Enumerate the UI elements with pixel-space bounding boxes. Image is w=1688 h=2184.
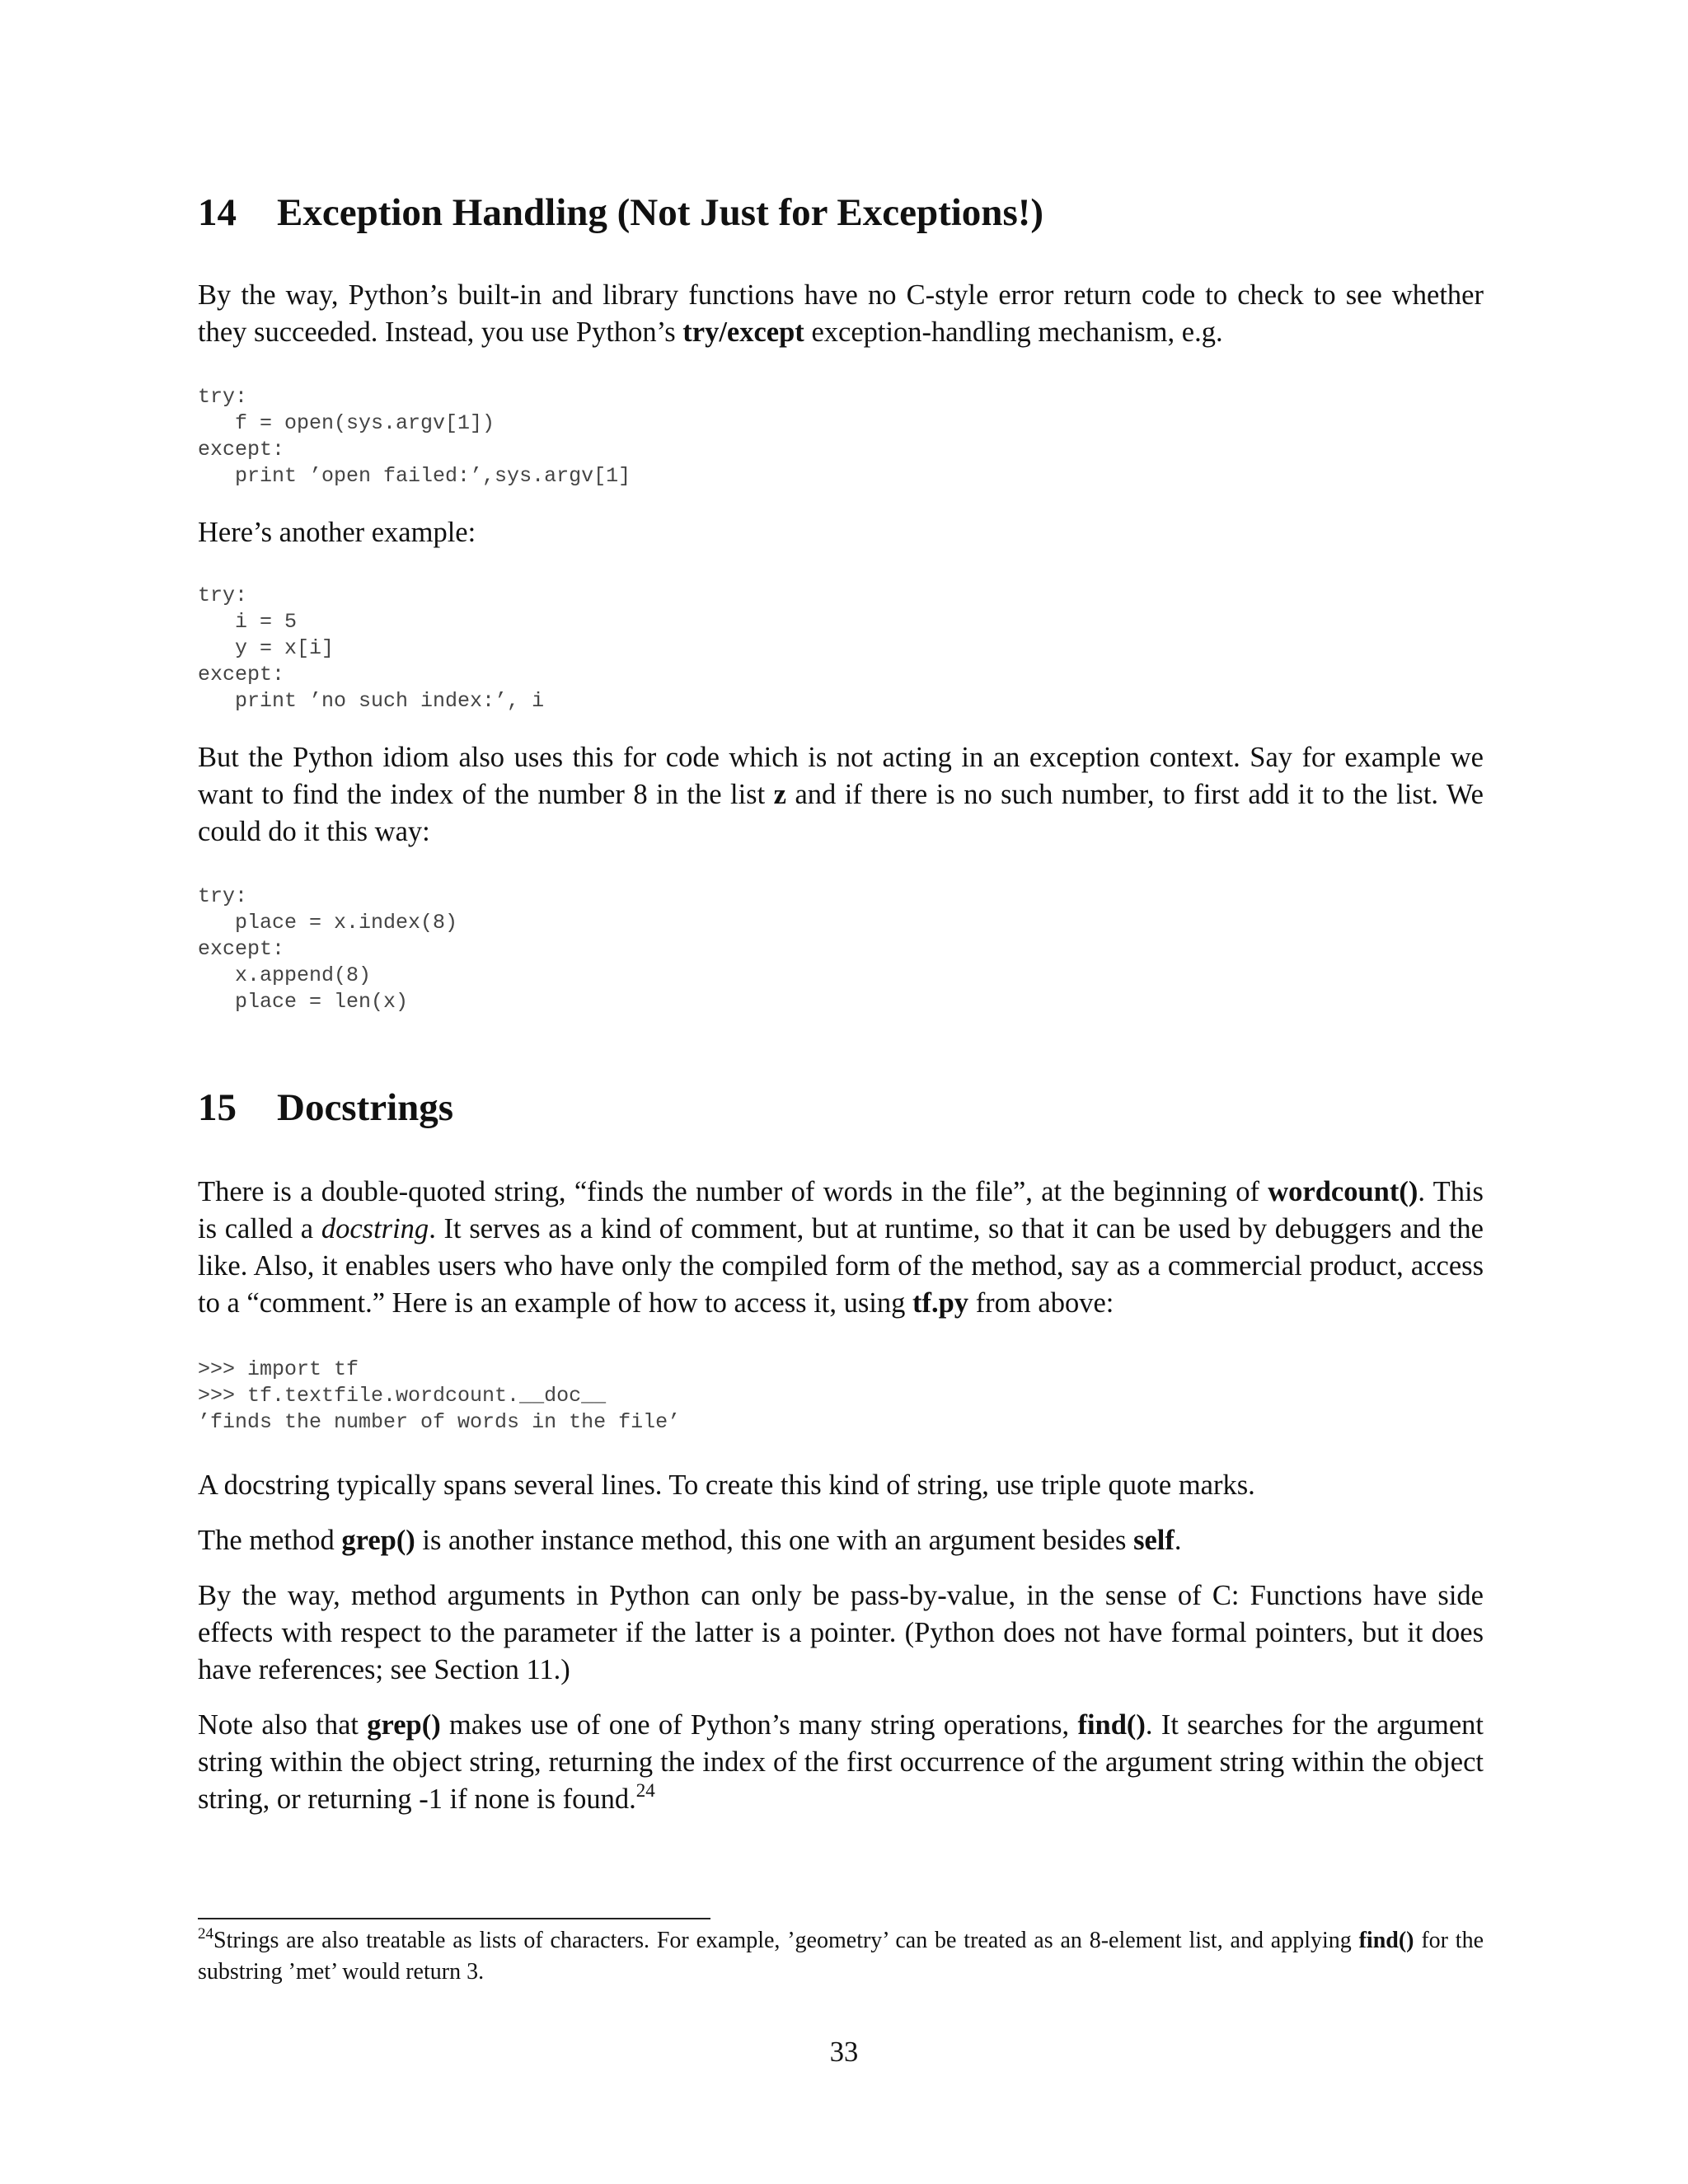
paragraph: Here’s another example: <box>198 517 476 548</box>
text-run: is another instance method, this one with an argument besides <box>415 1525 1134 1556</box>
footnote-marker[interactable]: 24 <box>635 1780 655 1801</box>
page-content <box>198 188 1484 1818</box>
text-run: By the way, Python’s built-in and library functions have no C-style error return code to check to see whether they succeeded. Instead, you use Python’s <box>198 279 1484 348</box>
bold-term: grep() <box>341 1525 415 1556</box>
paragraph <box>198 1522 1484 1559</box>
text-run: . It searches for the argument string within the object string, returning the index of the first occurrence of the argument string within the object string, or returning -1 if none is found. <box>198 1709 1484 1815</box>
bold-term: self <box>1133 1525 1175 1556</box>
section-number: 14 <box>198 191 237 234</box>
text-run: But the Python idiom also uses this for code which is not acting in an exception context. Say for example we want to find the index of the number 8 in the list <box>198 742 1484 810</box>
text-run: The method <box>198 1525 342 1556</box>
page-number: 33 <box>829 2036 859 2068</box>
bold-term: tf.py <box>912 1287 969 1319</box>
code-block: try: f = open(sys.argv[1]) except: print ’open failed:’,sys.argv[1] <box>198 385 631 488</box>
text-run: . It serves as a kind of comment, but at runtime, so that it can be used by debuggers and the like. Also, it enables users who have only the compiled form of the method, say as a commercial product, access to a “comment.” Here is an example of how to access it, using <box>198 1213 1484 1319</box>
text-run: . <box>1174 1525 1182 1556</box>
paragraph: A docstring typically spans several lines. To create this kind of string, use triple quote marks. <box>198 1469 1255 1501</box>
code-block: >>> import tf >>> tf.textfile.wordcount.__doc__ ’finds the number of words in the file’ <box>198 1357 681 1434</box>
section-title: Docstrings <box>277 1086 454 1129</box>
text-run: There is a double-quoted string, “finds the number of words in the file”, at the beginning of <box>198 1176 1268 1207</box>
footnote <box>198 1925 1484 1988</box>
footnote-divider <box>198 1918 710 1919</box>
section-title: Exception Handling (Not Just for Exceptions!) <box>277 191 1044 234</box>
text-run: for the substring ’met’ would return 3. <box>198 1928 1484 1985</box>
section-15-heading <box>198 1083 1484 1132</box>
paragraph: By the way, method arguments in Python can only be pass-by-value, in the sense of C: Functions have side effects with respect to the parameter if the latter is a pointer. (Python does not have formal pointers, but it does have references; see Section 11.) <box>198 1580 1484 1685</box>
paragraph <box>198 277 1484 351</box>
bold-term: z <box>773 779 786 810</box>
bold-term: try/except <box>682 316 804 348</box>
bold-term: grep() <box>367 1709 441 1741</box>
paragraph <box>198 1707 1484 1818</box>
bold-term: find() <box>1358 1928 1414 1953</box>
code-block: try: place = x.index(8) except: x.append(8) place = len(x) <box>198 884 458 1014</box>
section-14-heading <box>198 188 1484 237</box>
footnote-number: 24 <box>198 1925 213 1943</box>
text-run: Strings are also treatable as lists of characters. For example, ’geometry’ can be treated as an 8-element list, and applying <box>213 1928 1359 1953</box>
paragraph <box>198 739 1484 851</box>
text-run: and if there is no such number, to first add it to the list. We could do it this way: <box>198 779 1484 847</box>
text-run: from above: <box>968 1287 1114 1319</box>
bold-term: find() <box>1077 1709 1146 1741</box>
text-run: exception-handling mechanism, e.g. <box>804 316 1223 348</box>
bold-term: wordcount() <box>1268 1176 1418 1207</box>
text-run: makes use of one of Python’s many string operations, <box>440 1709 1078 1741</box>
italic-term: docstring <box>321 1213 429 1244</box>
section-number: 15 <box>198 1086 237 1129</box>
paragraph <box>198 1174 1484 1322</box>
text-run: Note also that <box>198 1709 368 1741</box>
text-run: . This is called a <box>198 1176 1484 1244</box>
code-block: try: i = 5 y = x[i] except: print ’no such index:’, i <box>198 583 545 713</box>
